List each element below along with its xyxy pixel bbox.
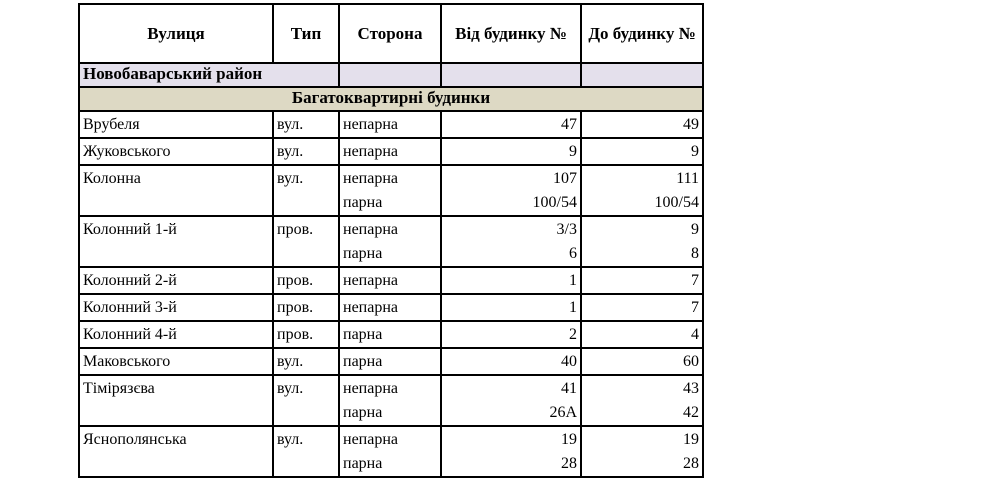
from-number: 100/54	[532, 194, 577, 211]
to-number: 42	[683, 404, 699, 421]
street-type: вул.	[277, 143, 304, 160]
header-street: Вулиця	[79, 4, 273, 63]
from-number: 41	[561, 380, 577, 397]
from-number: 28	[561, 455, 577, 472]
table-row	[79, 294, 703, 321]
side: непарна	[343, 170, 398, 187]
to-number: 7	[691, 299, 699, 316]
table-row	[79, 267, 703, 294]
header-type: Тип	[273, 4, 339, 63]
to-number: 19	[683, 431, 699, 448]
street-name: Жуковського	[83, 143, 171, 160]
table-row	[79, 216, 703, 267]
from-number: 2	[569, 326, 577, 343]
to-number: 9	[691, 143, 699, 160]
to-number: 100/54	[654, 194, 699, 211]
table-header	[79, 4, 703, 63]
from-number: 40	[561, 353, 577, 370]
side: непарна	[343, 380, 398, 397]
street-name: Яснополянська	[83, 431, 187, 448]
side: парна	[343, 194, 383, 211]
to-number: 28	[683, 455, 699, 472]
from-number: 1	[569, 272, 577, 289]
to-number: 8	[691, 245, 699, 262]
table-row	[79, 426, 703, 477]
street-type: вул.	[277, 353, 304, 370]
street-name: Колонна	[83, 170, 141, 187]
to-number: 43	[683, 380, 699, 397]
table-row	[79, 111, 703, 138]
header-side: Сторона	[339, 4, 441, 63]
street-type: вул.	[277, 170, 304, 187]
streets-table	[78, 3, 704, 478]
side: непарна	[343, 299, 398, 316]
from-number: 26А	[549, 404, 577, 421]
street-type: вул.	[277, 116, 304, 133]
from-number: 19	[561, 431, 577, 448]
side: непарна	[343, 272, 398, 289]
from-number: 1	[569, 299, 577, 316]
street-type: вул.	[277, 380, 304, 397]
side: непарна	[343, 221, 398, 238]
header-from: Від будинку №	[441, 4, 581, 63]
table-row	[79, 321, 703, 348]
side: парна	[343, 326, 383, 343]
side: парна	[343, 455, 383, 472]
district-name: Новобаварський район	[79, 63, 339, 87]
street-type: пров.	[277, 326, 314, 343]
from-number: 3/3	[556, 221, 577, 238]
to-number: 111	[676, 170, 699, 187]
street-type: вул.	[277, 431, 304, 448]
street-name: Колонний 3-й	[83, 299, 177, 316]
to-number: 60	[683, 353, 699, 370]
side: парна	[343, 353, 383, 370]
side: парна	[343, 245, 383, 262]
table-row	[79, 138, 703, 165]
section-row	[79, 87, 703, 111]
from-number: 107	[553, 170, 577, 187]
side: непарна	[343, 431, 398, 448]
street-type: пров.	[277, 272, 314, 289]
header-to: До будинку №	[581, 4, 703, 63]
to-number: 9	[691, 221, 699, 238]
to-number: 4	[691, 326, 699, 343]
street-name: Колонний 1-й	[83, 221, 177, 238]
street-type: пров.	[277, 299, 314, 316]
from-number: 9	[569, 143, 577, 160]
to-number: 49	[683, 116, 699, 133]
street-name: Врубеля	[83, 116, 140, 133]
table-row	[79, 375, 703, 426]
from-number: 6	[569, 245, 577, 262]
section-title: Багатоквартирні будинки	[79, 87, 703, 111]
district-row	[79, 63, 703, 87]
table-row	[79, 348, 703, 375]
to-number: 7	[691, 272, 699, 289]
table-row	[79, 165, 703, 216]
side: непарна	[343, 143, 398, 160]
side: непарна	[343, 116, 398, 133]
street-name: Колонний 2-й	[83, 272, 177, 289]
street-type: пров.	[277, 221, 314, 238]
street-name: Колонний 4-й	[83, 326, 177, 343]
from-number: 47	[561, 116, 577, 133]
side: парна	[343, 404, 383, 421]
street-name: Маковського	[83, 353, 171, 370]
street-name: Тімірязєва	[83, 380, 155, 397]
